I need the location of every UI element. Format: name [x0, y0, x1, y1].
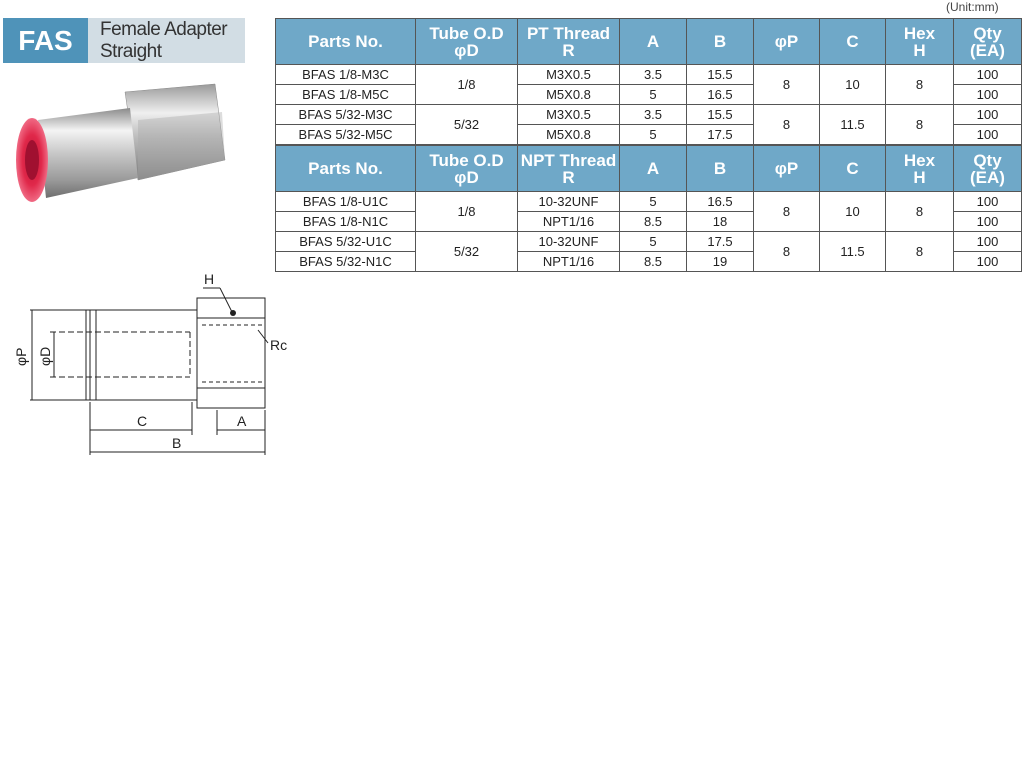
column-header-label: Hex: [903, 23, 936, 43]
label-a: A: [237, 413, 247, 429]
table-row: [276, 192, 1022, 212]
qty-cell: 100: [954, 105, 1022, 125]
column-header-label: B: [713, 32, 727, 51]
column-header-label: A: [646, 32, 660, 51]
hex-cell: 8: [886, 192, 954, 232]
dim-a-cell: 3.5: [620, 65, 687, 85]
column-header-label: Tube O.D: [429, 150, 504, 170]
column-header-label: Parts No.: [308, 159, 383, 178]
product-code: FAS: [3, 18, 88, 63]
dim-a-cell: 5: [620, 85, 687, 105]
qty-cell: 100: [954, 65, 1022, 85]
column-header: [687, 19, 754, 65]
table-row: [276, 65, 1022, 85]
column-header-label: Tube O.D: [429, 23, 504, 43]
dim-b-cell: 16.5: [687, 85, 754, 105]
column-header: [276, 145, 416, 192]
label-c: C: [137, 413, 148, 429]
column-header-sublabel: H: [913, 167, 926, 187]
hex-cell: 8: [886, 232, 954, 272]
column-header-label: A: [646, 159, 660, 178]
column-header-sublabel: R: [562, 40, 575, 60]
dim-a-cell: 5: [620, 232, 687, 252]
table-header-row: [276, 19, 1022, 65]
dim-b-cell: 17.5: [687, 125, 754, 146]
column-header: [416, 19, 518, 65]
column-header-sublabel: φD: [454, 40, 479, 60]
dimension-drawing: [10, 270, 300, 460]
label-d: φD: [37, 346, 53, 366]
column-header-label: φP: [774, 159, 799, 178]
column-header: [754, 19, 820, 65]
column-header: [820, 145, 886, 192]
product-photo: [10, 80, 245, 210]
column-header-sublabel: R: [562, 167, 575, 187]
dim-b-cell: 18: [687, 212, 754, 232]
qty-cell: 100: [954, 125, 1022, 146]
tube-od-cell: 1/8: [416, 65, 518, 105]
dim-b-cell: 19: [687, 252, 754, 272]
unit-label: (Unit:mm): [946, 0, 999, 14]
column-header-label: Qty: [973, 23, 1002, 43]
qty-cell: 100: [954, 192, 1022, 212]
part-number-cell: BFAS 5/32-M5C: [276, 125, 416, 146]
dim-a-cell: 3.5: [620, 105, 687, 125]
dim-a-cell: 8.5: [620, 252, 687, 272]
column-header-label: Parts No.: [308, 32, 383, 51]
part-number-cell: BFAS 5/32-N1C: [276, 252, 416, 272]
thread-cell: M5X0.8: [518, 125, 620, 146]
dim-b-cell: 17.5: [687, 232, 754, 252]
qty-cell: 100: [954, 212, 1022, 232]
column-header: [886, 145, 954, 192]
column-header-label: φP: [774, 32, 799, 51]
column-header: [518, 145, 620, 192]
thread-cell: 10-32UNF: [518, 192, 620, 212]
hex-cell: 8: [886, 65, 954, 105]
table-row: [276, 232, 1022, 252]
thread-cell: NPT1/16: [518, 212, 620, 232]
table-header-row: [276, 145, 1022, 192]
column-header: [754, 145, 820, 192]
thread-cell: NPT1/16: [518, 252, 620, 272]
column-header-label: Hex: [903, 150, 936, 170]
thread-cell: M3X0.5: [518, 65, 620, 85]
column-header-sublabel: H: [913, 40, 926, 60]
spec-table: [275, 18, 1022, 272]
column-header: [620, 145, 687, 192]
tube-od-cell: 5/32: [416, 105, 518, 146]
dim-b-cell: 15.5: [687, 65, 754, 85]
column-header-sublabel: φD: [454, 167, 479, 187]
tube-od-cell: 5/32: [416, 232, 518, 272]
tube-od-cell: 1/8: [416, 192, 518, 232]
thread-cell: M5X0.8: [518, 85, 620, 105]
column-header: [620, 19, 687, 65]
column-header: [416, 145, 518, 192]
dim-a-cell: 8.5: [620, 212, 687, 232]
part-number-cell: BFAS 5/32-M3C: [276, 105, 416, 125]
part-number-cell: BFAS 1/8-M3C: [276, 65, 416, 85]
dim-p-cell: 8: [754, 192, 820, 232]
column-header: [886, 19, 954, 65]
label-rc: Rc: [270, 337, 288, 353]
qty-cell: 100: [954, 85, 1022, 105]
thread-cell: M3X0.5: [518, 105, 620, 125]
dim-c-cell: 11.5: [820, 105, 886, 146]
dim-b-cell: 15.5: [687, 105, 754, 125]
part-number-cell: BFAS 5/32-U1C: [276, 232, 416, 252]
qty-cell: 100: [954, 232, 1022, 252]
part-number-cell: BFAS 1/8-M5C: [276, 85, 416, 105]
column-header-label: Qty: [973, 150, 1002, 170]
part-number-cell: BFAS 1/8-N1C: [276, 212, 416, 232]
column-header-label: B: [713, 159, 727, 178]
column-header: [518, 19, 620, 65]
hex-cell: 8: [886, 105, 954, 146]
column-header-sublabel: (EA): [970, 40, 1005, 60]
label-b: B: [172, 435, 182, 451]
dim-c-cell: 11.5: [820, 232, 886, 272]
column-header-label: C: [846, 159, 859, 178]
column-header: [954, 145, 1022, 192]
dim-a-cell: 5: [620, 192, 687, 212]
dim-c-cell: 10: [820, 192, 886, 232]
qty-cell: 100: [954, 252, 1022, 272]
column-header: [687, 145, 754, 192]
column-header-label: C: [846, 32, 859, 51]
column-header-sublabel: (EA): [970, 167, 1005, 187]
column-header: [954, 19, 1022, 65]
label-p: φP: [13, 347, 29, 366]
dim-p-cell: 8: [754, 105, 820, 146]
table-row: [276, 105, 1022, 125]
label-h: H: [204, 271, 215, 287]
column-header-label: NPT Thread: [520, 150, 617, 170]
part-number-cell: BFAS 1/8-U1C: [276, 192, 416, 212]
dim-b-cell: 16.5: [687, 192, 754, 212]
dim-a-cell: 5: [620, 125, 687, 146]
product-badge: [3, 18, 245, 63]
column-header: [820, 19, 886, 65]
dim-p-cell: 8: [754, 65, 820, 105]
thread-cell: 10-32UNF: [518, 232, 620, 252]
column-header-label: PT Thread: [526, 23, 611, 43]
product-name: Female Adapter Straight: [88, 18, 245, 63]
dim-c-cell: 10: [820, 65, 886, 105]
column-header: [276, 19, 416, 65]
dim-p-cell: 8: [754, 232, 820, 272]
